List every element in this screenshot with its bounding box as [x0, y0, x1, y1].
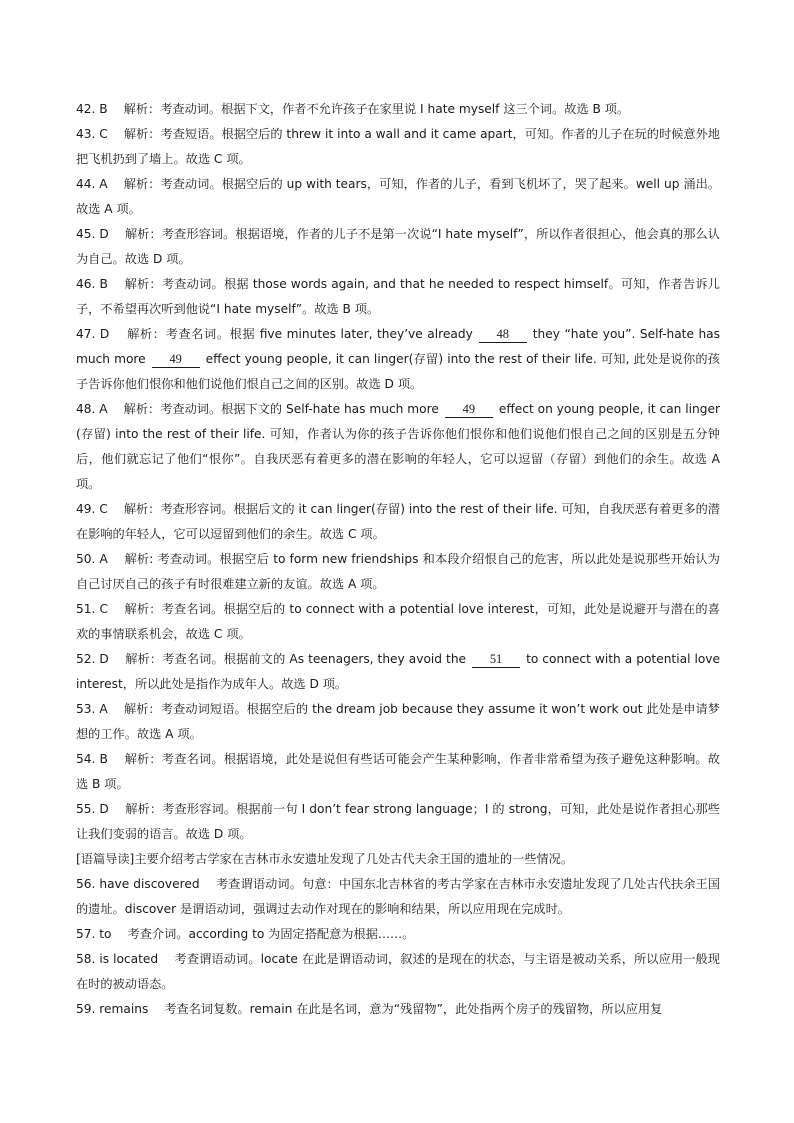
answer-item-46: 46. B 解析：考查动词。根据 those words again, and that he needed to respect himself。可知，作者告诉儿子，不希望再次听到他说“I hate myself”。故选 B 项。: [76, 277, 720, 316]
answer-48-part-a: 48. A 解析：考查动词。根据下文的 Self-hate has much more: [76, 402, 439, 416]
answer-item-52: [76, 647, 720, 697]
blank-51: 51: [472, 652, 520, 668]
answer-item-59: 59. remains 考查名词复数。remain 在此是名词，意为“残留物”，此处指两个房子的残留物，所以应用复: [76, 1002, 663, 1016]
answer-item-48: [76, 397, 720, 497]
blank-48: 48: [479, 327, 527, 343]
blank-49: 49: [152, 352, 200, 368]
answer-47-part-c: effect young people, it can linger(存留) into the rest of their life. 可知, 此处是说你的孩子告诉你他们恨你和他们说他们恨自己之间的区别。故选 D 项。: [76, 352, 720, 391]
answer-48-part-b: effect on young people, it can linger(存留) into the rest of their life. 可知，作者认为你的孩子告诉你他们恨你和他们说他们恨自己之间的区别是五分钟后，他们就忘记了他们“恨你”。自我厌恶有着更多的潜在影响的年轻人，它可以逗留（存留）到他们的余生。故选 A 项。: [76, 402, 720, 491]
answer-item-58: 58. is located 考查谓语动词。locate 在此是谓语动词，叙述的是现在的状态，与主语是被动关系，所以应用一般现在时的被动语态。: [76, 952, 720, 991]
answer-item-42: 42. B 解析：考查动词。根据下文，作者不允许孩子在家里说 I hate myself 这三个词。故选 B 项。: [76, 102, 630, 116]
answer-item-45: 45. D 解析：考查形容词。根据语境，作者的儿子不是第一次说“I hate myself”，所以作者很担心，他会真的那么认为自己。故选 D 项。: [76, 227, 720, 266]
blank-49: 49: [445, 402, 493, 418]
answer-item-51: 51. C 解析：考查名词。根据空后的 to connect with a potential love interest，可知，此处是说避开与潜在的喜欢的事情联系机会，故选 C 项。: [76, 602, 720, 641]
answer-item-49: 49. C 解析：考查形容词。根据后文的 it can linger(存留) into the rest of their life. 可知，自我厌恶有着更多的潜在影响的年轻人，它可以逗留到他们的余生。故选 C 项。: [76, 502, 720, 541]
answer-item-44: 44. A 解析：考查动词。根据空后的 up with tears，可知，作者的儿子，看到飞机坏了，哭了起来。well up 涌出。故选 A 项。: [76, 177, 720, 216]
passage-guide: [语篇导读]主要介绍考古学家在吉林市永安遗址发现了几处古代夫余王国的遗址的一些情况。: [76, 852, 574, 866]
answer-47-part-b: they “hate you”. Self-hate has much more: [76, 327, 720, 366]
answer-item-56: 56. have discovered 考查谓语动词。句意：中国东北吉林省的考古学家在吉林市永安遗址发现了几处古代扶余王国的遗址。discover 是谓语动词，强调过去动作对现在的影响和结果，所以应用现在完成时。: [76, 877, 720, 916]
answer-item-57: 57. to 考查介词。according to 为固定搭配意为根据……。: [76, 927, 415, 941]
answer-explanations: [76, 97, 720, 1022]
answer-item-50: 50. A 解析: 考查动词。根据空后 to form new friendships 和本段介绍恨自己的危害，所以此处是说那些开始认为自己讨厌自己的孩子有时很难建立新的友谊。故选 A 项。: [76, 552, 720, 591]
answer-item-43: 43. C 解析：考查短语。根据空后的 threw it into a wall and it came apart，可知。作者的儿子在玩的时候意外地把飞机扔到了墙上。故选 C 项。: [76, 127, 720, 166]
answer-item-53: 53. A 解析：考查动词短语。根据空后的 the dream job because they assume it won’t work out 此处是申请梦想的工作。故选 A 项。: [76, 702, 720, 741]
answer-47-part-a: 47. D 解析：考查名词。根据 five minutes later, they’ve already: [76, 327, 473, 341]
answer-item-55: 55. D 解析：考查形容词。根据前一句 I don’t fear strong language；I 的 strong，可知，此处是说作者担心那些让我们变弱的语言。故选 D 项。: [76, 802, 720, 841]
answer-item-47: [76, 322, 720, 397]
answer-item-54: 54. B 解析：考查名词。根据语境，此处是说但有些话可能会产生某种影响，作者非常希望为孩子避免这种影响。故选 B 项。: [76, 752, 720, 791]
answer-52-part-b: to connect with a potential love interest，所以此处是指作为成年人。故选 D 项。: [76, 652, 721, 691]
answer-52-part-a: 52. D 解析：考查名词。根据前文的 As teenagers, they avoid the: [76, 652, 467, 666]
